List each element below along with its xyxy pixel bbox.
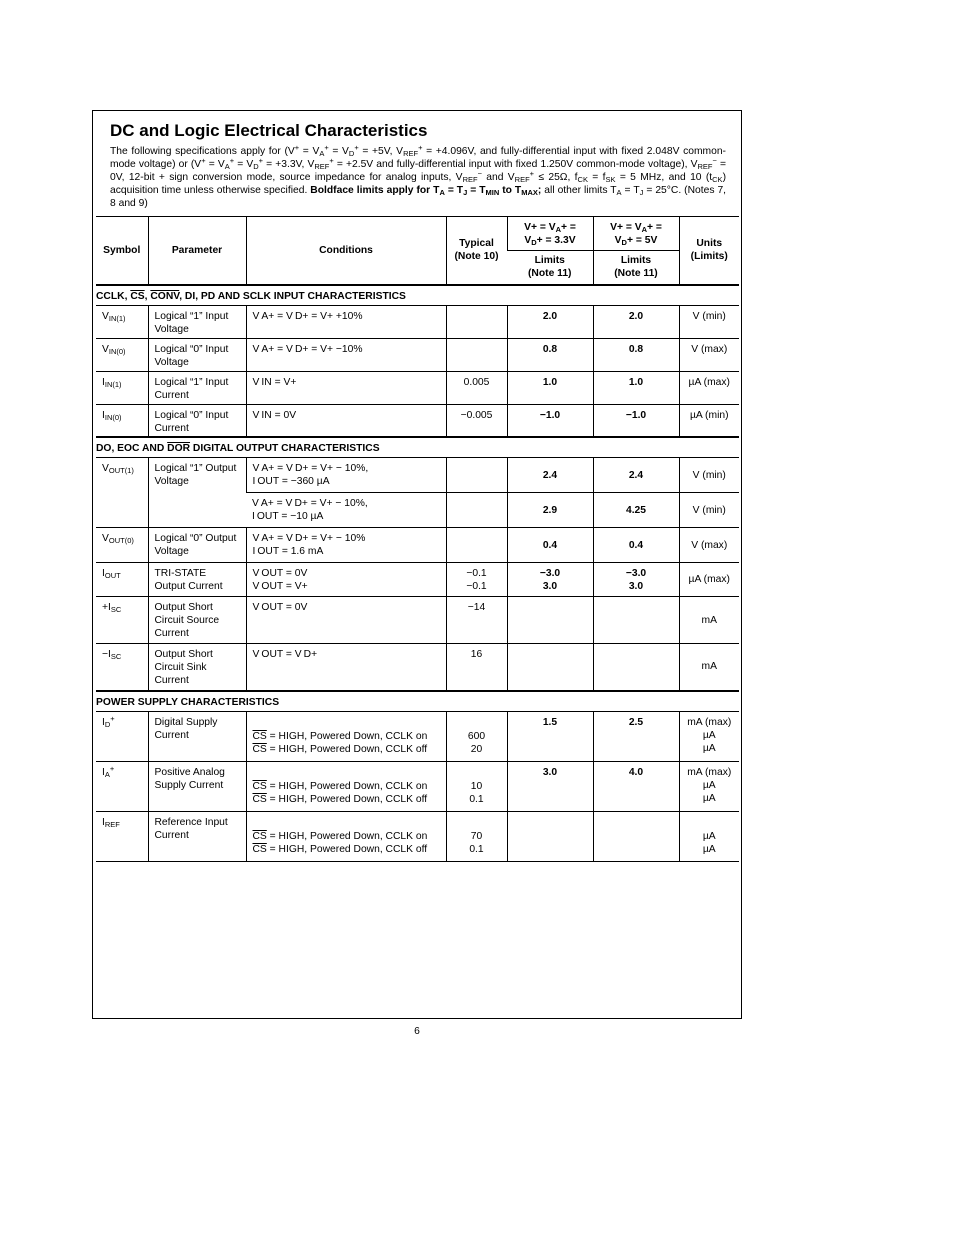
table-row: $I_A^+$ Positive Analog Supply Current $\overline{CS}$ = HIGH, Powered Down, CCLK on $\overline{CS}$ = HIGH, Powered Down, CCLK off 10 0.1 3.0 4.0 mA (max) µA µA xyxy=(96,761,739,811)
header-symbol: Symbol xyxy=(96,217,148,285)
table-row: $V_{OUT(0)}$ Logical “0” Output Voltage V A+ = V D+ = V+ − 10% I OUT = 1.6 mA 0.4 0.4 V (max) xyxy=(96,528,739,563)
table-row: $V_{IN(1)}$ Logical “1” Input Voltage V A+ = V D+ = V+ +10% 2.0 2.0 V (min) xyxy=(96,305,739,338)
table-row: $I_{IN(1)}$ Logical “1” Input Current V IN = V+ 0.005 1.0 1.0 µA (max) xyxy=(96,371,739,404)
header-units: Units (Limits) xyxy=(679,217,739,285)
section-input: CCLK, $\overline{CS}$, CONV, DI, PD AND SCLK INPUT CHARACTERISTICS xyxy=(96,285,739,306)
header-typical: Typical (Note 10) xyxy=(446,217,507,285)
header-conditions: Conditions xyxy=(246,217,446,285)
header-5v: $V+ = V_A+$ = $V_D+ = 5V$ xyxy=(593,217,679,251)
table-row: $I_D^+$ Digital Supply Current $\overline{CS}$ = HIGH, Powered Down, CCLK on $\overline{CS}$ = HIGH, Powered Down, CCLK off 600 20 1.5 2.5 mA (max) µA µA xyxy=(96,711,739,761)
table-row: $I_{REF}$ Reference Input Current $\overline{CS}$ = HIGH, Powered Down, CCLK on $\overline{CS}$ = HIGH, Powered Down, CCLK off 70 0.1 µA µA xyxy=(96,811,739,861)
intro-paragraph: The following specifications apply for ($V^+ = V_A^+ = V_D^+ = +5V$, $V_{REF}^+ = +4.096V$, and fully-differential input with fixed 2.048V common-mode voltage) or ($V^+ = V_A^+ = V_D^+ = +3.3V$, $V_{REF}^+ = +2.5V$ and fully-differential input with fixed 1.250V common-mode voltage), $V_{REF}^- = 0V$, 12-bit + sign conversion mode, source impedance for analog inputs, $V_{REF}^-$ and $V_{REF}^+ \le 25\Omega$, $f_{CK} = f_{SK} = 5$ MHz, and 10 $(t_{CK})$ acquisition time unless otherwise specified. Boldface limits apply for $T_A = T_J = T_{MIN}$ to $T_{MAX}$; all other limits $T_A = T_J = 25^\circ C$. (Notes 7, 8 and 9) xyxy=(110,143,727,209)
header-3v3: $V+ = V_A+$ = $V_D+ = 3.3V$ xyxy=(507,217,593,251)
header-limits-3v3: Limits (Note 11) xyxy=(507,251,593,285)
table-row: $V_{OUT(1)}$ Logical “1” Output Voltage V A+ = V D+ = V+ − 10%, I OUT = −360 µA 2.4 2.4 V (min) xyxy=(96,458,739,493)
table-row: $I_{OUT}$ TRI-STATE Output Current V OUT = 0V V OUT = V+ −0.1 −0.1 −3.0 3.0 −3.0 3.0 µA (max) xyxy=(96,563,739,597)
table-row: $-I_{SC}$ Output Short Circuit Sink Current V OUT = V D+ 16 mA xyxy=(96,644,739,691)
table-row: $I_{IN(0)}$ Logical “0” Input Current V IN = 0V −0.005 −1.0 −1.0 µA (min) xyxy=(96,404,739,437)
table-row: $V_{IN(0)}$ Logical “0” Input Voltage V A+ = V D+ = V+ −10% 0.8 0.8 V (max) xyxy=(96,338,739,371)
header-limits-5v: Limits (Note 11) xyxy=(593,251,679,285)
table-row: $+I_{SC}$ Output Short Circuit Source Current V OUT = 0V −14 mA xyxy=(96,597,739,644)
characteristics-table xyxy=(96,216,739,862)
header-parameter: Parameter xyxy=(148,217,246,285)
page-number: 6 xyxy=(414,1026,420,1037)
table-row: V A+ = V D+ = V+ − 10%, I OUT = −10 µA 2.9 4.25 V (min) xyxy=(96,493,739,528)
section-power: POWER SUPPLY CHARACTERISTICS xyxy=(96,691,739,712)
page-title: DC and Logic Electrical Characteristics xyxy=(110,121,428,140)
section-output: DO, EOC AND $\overline{DOR}$ DIGITAL OUTPUT CHARACTERISTICS xyxy=(96,437,739,458)
